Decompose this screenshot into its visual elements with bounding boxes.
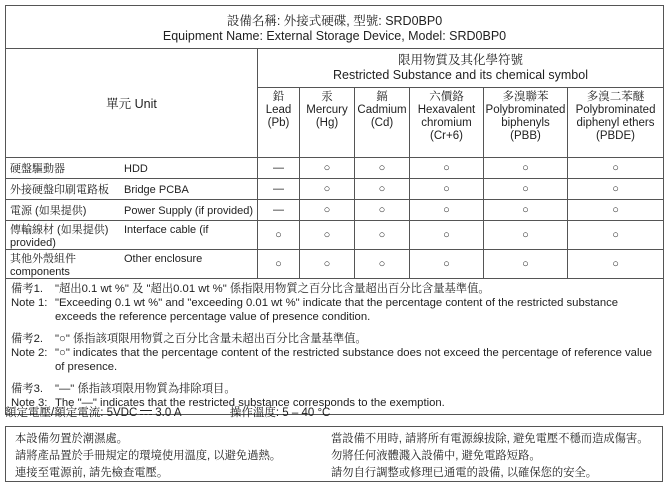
mark-cell: ○ [300, 158, 355, 179]
mark-cell: ○ [410, 179, 484, 200]
warning-item: 請將產品置於手冊規定的環境使用溫度, 以避免過熱。 [15, 450, 282, 462]
electrical-spec [5, 404, 330, 420]
substance-pbb: 多溴聯苯 Polybrominated biphenyls (PBB) [484, 88, 568, 158]
part-name: 外接硬盤印刷電路板 Bridge PCBA [6, 179, 258, 200]
substance-hexavalent-chromium: 六價鉻 Hexavalent chromium (Cr+6) [410, 88, 484, 158]
mark-cell: ○ [484, 200, 568, 221]
warning-item: 請勿自行調整或修理已通電的設備, 以確保您的安全。 [331, 467, 598, 479]
part-name: 電源 (如果提供) Power Supply (if provided) [6, 200, 258, 221]
warning-item: 當設備不用時, 請將所有電源線拔除, 避免電壓不穩而造成傷害。 [331, 433, 649, 445]
safety-warnings [5, 426, 663, 482]
rating-label: 額定電壓/額定電流: 5VDC [5, 407, 138, 419]
mark-cell: ○ [258, 250, 300, 279]
mark-cell: — [258, 179, 300, 200]
note-1-zh: 備考1. "超出0.1 wt %" 及 "超出0.01 wt %" 係指限用物質之百分比含量超出百分比含量基準值。 [11, 283, 490, 295]
operating-temperature: 操作溫度: 5 – 40 °C [229, 407, 331, 419]
note-1-en: Note 1: "Exceeding 0.1 wt %" and "exceeding 0.01 wt %" indicate that the percentage content of the restricted substance [11, 297, 619, 309]
mark-cell: ○ [355, 179, 410, 200]
table-row [6, 158, 664, 179]
table-row [6, 221, 664, 250]
notes-section [6, 279, 664, 415]
mark-cell: ○ [410, 158, 484, 179]
equipment-title-en: Equipment Name: External Storage Device, Model: SRD0BP0 [162, 29, 507, 43]
substance-lead: 鉛 Lead (Pb) [258, 88, 300, 158]
substance-mercury: 汞 Mercury (Hg) [300, 88, 355, 158]
warning-item: 勿將任何液體濺入設備中, 避免電路短路。 [331, 450, 541, 462]
substance-pbde: 多溴二苯醚 Polybrominated diphenyl ethers (PBDE) [568, 88, 664, 158]
mark-cell: ○ [568, 158, 664, 179]
part-name: 其他外殼組件 Other enclosure components [6, 250, 258, 279]
mark-cell: ○ [355, 158, 410, 179]
restricted-substance-header [258, 49, 664, 88]
mark-cell: ○ [355, 250, 410, 279]
part-name: 傳輸線材 (如果提供) Interface cable (if provided) [6, 221, 258, 250]
mark-cell: — [258, 200, 300, 221]
mark-cell: ○ [355, 221, 410, 250]
unit-header: 單元 Unit [6, 49, 258, 158]
rohs-table [5, 5, 664, 415]
mark-cell: ○ [484, 158, 568, 179]
mark-cell: ○ [300, 221, 355, 250]
restricted-substance-zh: 限用物質及其化學符號 [398, 53, 524, 67]
mark-cell: ○ [484, 221, 568, 250]
mark-cell: — [258, 158, 300, 179]
equipment-title-zh: 設備名稱: 外接式硬碟, 型號: SRD0BP0 [226, 14, 443, 28]
rating-current: 3.0 A [155, 407, 182, 419]
part-name: 硬盤驅動器 HDD [6, 158, 258, 179]
note-3-zh: 備考3. "—" 係指該項限用物質為排除項目。 [11, 383, 236, 395]
note-3-en: Note 3: The "—" indicates that the restricted substance corresponds to the exemption. [11, 397, 445, 409]
mark-cell: ○ [355, 200, 410, 221]
note-2-en: Note 2: "○" indicates that the percentage content of the restricted substance does not exceed the percentage of reference value [11, 347, 653, 359]
mark-cell: ○ [568, 179, 664, 200]
restricted-substance-en: Restricted Substance and its chemical symbol [333, 68, 588, 82]
mark-cell: ○ [484, 179, 568, 200]
warnings-left [15, 431, 281, 482]
warnings-right [331, 431, 649, 482]
table-row [6, 200, 664, 221]
note-2-en-cont: of presence. [55, 361, 118, 373]
mark-cell: ○ [300, 250, 355, 279]
rohs-declaration [5, 5, 663, 415]
mark-cell: ○ [484, 250, 568, 279]
mark-cell: ○ [258, 221, 300, 250]
mark-cell: ○ [300, 179, 355, 200]
table-row [6, 250, 664, 279]
equipment-title [6, 6, 664, 49]
warning-item: 連接至電源前, 請先檢查電壓。 [15, 467, 169, 479]
mark-cell: ○ [300, 200, 355, 221]
mark-cell: ○ [568, 200, 664, 221]
dc-symbol-icon [140, 409, 152, 416]
warning-item: 本設備勿置於潮濕處。 [15, 433, 128, 445]
mark-cell: ○ [568, 221, 664, 250]
mark-cell: ○ [568, 250, 664, 279]
note-1-en-cont: exceeds the reference percentage value of presence condition. [55, 311, 371, 323]
substance-cadmium: 鎘 Cadmium (Cd) [355, 88, 410, 158]
note-2-zh: 備考2. "○" 係指該項限用物質之百分比含量未超出百分比含量基準值。 [11, 333, 367, 345]
table-row [6, 179, 664, 200]
mark-cell: ○ [410, 200, 484, 221]
mark-cell: ○ [410, 221, 484, 250]
mark-cell: ○ [410, 250, 484, 279]
